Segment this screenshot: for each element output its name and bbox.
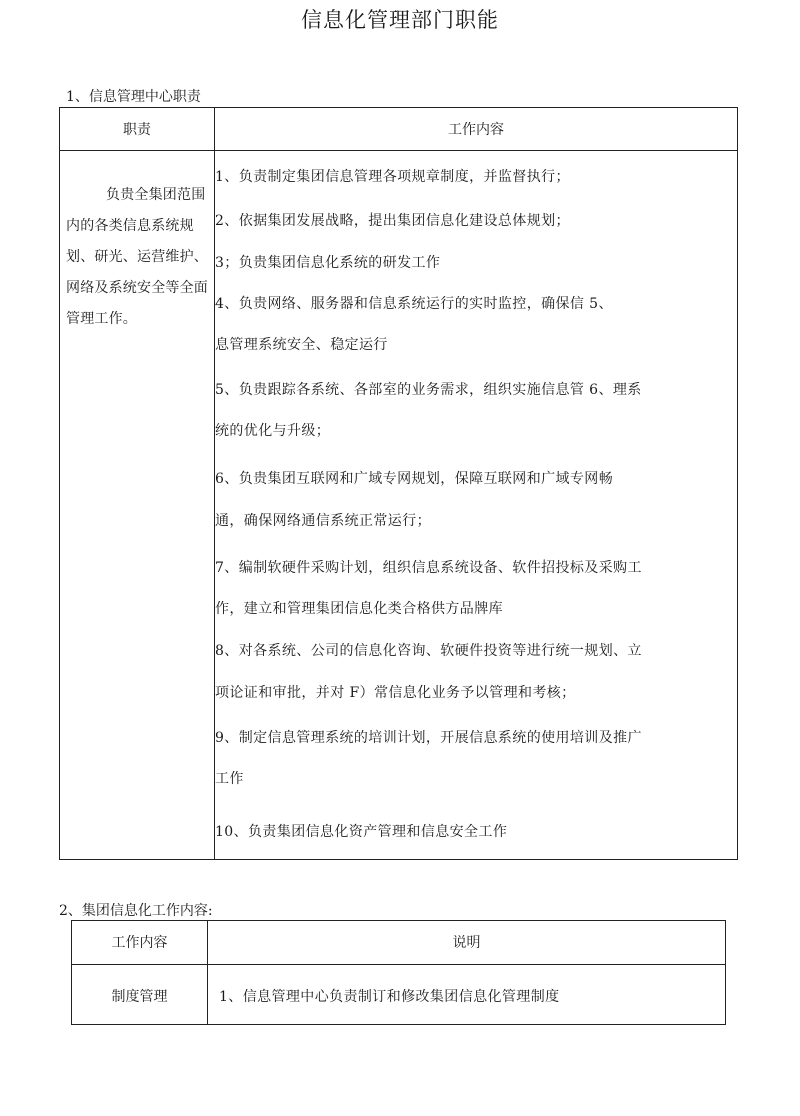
- duty-line-11: 作，建立和管理集团信息化类合格供方品牌库: [215, 601, 503, 617]
- duty-line-13: 项论证和审批，并对 F）常信息化业务予以管理和考核；: [215, 685, 576, 701]
- duty-line-9: 通，确保网络通信系统正常运行；: [215, 513, 431, 529]
- duty-line-12: 8、对各系统、公司的信息化咨询、软硬件投资等进行统一规划、立: [215, 643, 642, 659]
- duty-line-2: 2、依据集团发展战略，提出集团信息化建设总体规划；: [215, 213, 570, 229]
- work-table-header-rule: [71, 964, 726, 965]
- duty-line-14: 9、制定信息管理系统的培训计划，开展信息系统的使用培训及推广: [215, 730, 642, 746]
- page-title: 信息化管理部门职能: [301, 8, 499, 32]
- duty-line-1: 1、负责制定集团信息管理各项规章制度，并监督执行；: [215, 169, 570, 185]
- duty-summary: 负贵全集团范围内的各类信息系统规划、研光、运营维护、网络及系统安全等全面管理工作。: [66, 187, 208, 327]
- duty-line-16: 10、负责集团信息化资产管理和信息安全工作: [215, 824, 508, 840]
- section2-heading: 2、集团信息化工作内容:: [59, 903, 213, 919]
- duty-line-5: 息管理系统安全、稳定运行: [215, 337, 388, 353]
- col-header-content: 工作内容: [448, 122, 504, 138]
- section1-heading: 1、信息管理中心职责: [66, 89, 201, 105]
- duties-table-header-rule: [59, 150, 738, 151]
- duty-line-8: 6、负贵集团互联网和广域专网规划，保障互联网和广域专网畅: [215, 471, 614, 487]
- duty-line-15: 工作: [215, 771, 244, 787]
- col-header-duty: 职责: [123, 122, 151, 138]
- col-header-work-content: 工作内容: [111, 935, 168, 951]
- duty-line-4: 4、负贵网络、服务器和信息系统运行的实时监控，确保信 5、: [215, 296, 613, 312]
- row-value-policy-management: 1、信息管理中心负责制订和修改集团信息化管理制度: [219, 989, 560, 1005]
- row-label-policy-management: 制度管理: [111, 989, 168, 1005]
- duty-line-6: 5、负贵跟踪各系统、各部室的业务需求，组织实施信息管 6、理系: [215, 382, 642, 398]
- duty-line-7: 统的优化与升级；: [215, 423, 331, 439]
- col-header-description: 说明: [452, 935, 481, 951]
- duty-line-10: 7、编制软硬件采购计划，组织信息系统设备、软件招投标及采购工: [215, 560, 642, 576]
- duty-line-3: 3；负贵集团信息化系统的研发工作: [215, 255, 441, 271]
